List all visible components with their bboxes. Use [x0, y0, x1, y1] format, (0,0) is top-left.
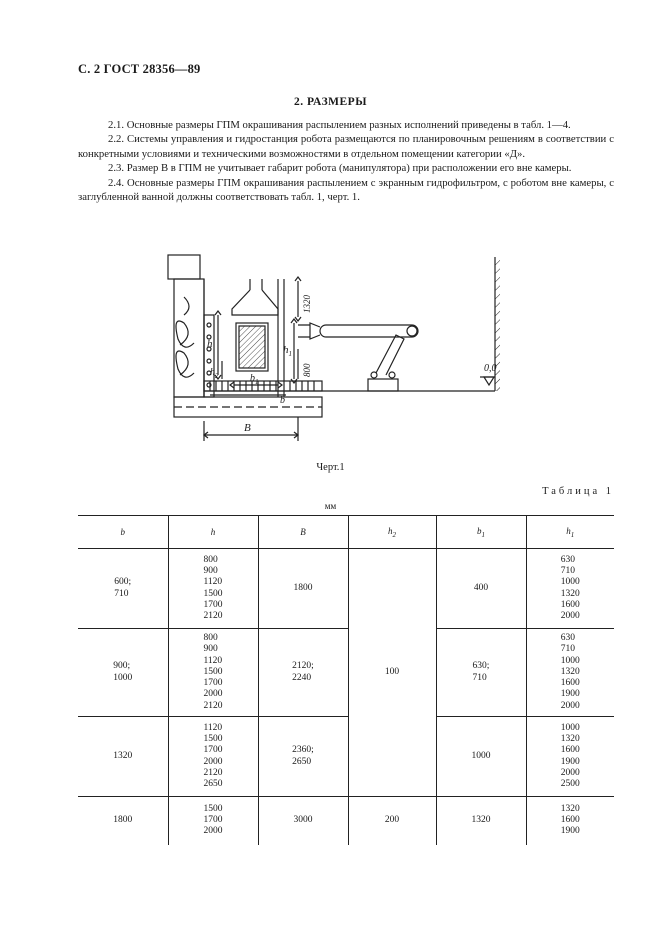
- cell-b: 1320: [78, 717, 168, 797]
- label-800: 800: [302, 363, 312, 377]
- label-h1: $h_1$: [283, 344, 292, 358]
- cell-b: 600; 710: [78, 549, 168, 629]
- table-row: [78, 797, 614, 845]
- cell-B: 2120; 2240: [258, 629, 348, 717]
- table-header-row: [78, 516, 614, 549]
- cell-B: 1800: [258, 549, 348, 629]
- dimensions-table: [78, 515, 614, 845]
- label-h: h: [207, 338, 213, 350]
- cell-b1: 630; 710: [436, 629, 526, 717]
- cell-h1: 1320 1600 1900: [526, 797, 614, 845]
- paragraphs: [78, 118, 614, 204]
- cell-h2: 200: [348, 797, 436, 845]
- label-b1: $b_1$: [250, 373, 259, 386]
- table-row: [78, 717, 614, 797]
- label-1320: 1320: [302, 295, 312, 313]
- cell-B: 2360; 2650: [258, 717, 348, 797]
- figure-caption: Черт.1: [316, 462, 345, 473]
- paragraph-2-1: 2.1. Основные размеры ГПМ окрашивания распылением разных исполнений приведены в табл. 1—4.: [108, 119, 571, 131]
- col-header-h2: $h_2$: [348, 516, 436, 549]
- cell-B: 3000: [258, 797, 348, 845]
- table-row: [78, 549, 614, 629]
- col-header-h1: $h_1$: [526, 516, 614, 549]
- table-label: Таблица 1: [542, 486, 614, 497]
- col-header-b: b: [78, 516, 168, 549]
- col-header-h: h: [168, 516, 258, 549]
- cell-h2-merged: 100: [348, 549, 436, 797]
- page-header: С. 2 ГОСТ 28356—89: [78, 62, 201, 76]
- technical-drawing: [150, 245, 520, 445]
- cell-b: 900; 1000: [78, 629, 168, 717]
- col-header-B: B: [258, 516, 348, 549]
- cell-h1: 1000 1320 1600 1900 2000 2500: [526, 717, 614, 797]
- cell-h: 800 900 1120 1500 1700 2000 2120: [168, 629, 258, 717]
- cell-b1: 400: [436, 549, 526, 629]
- label-h2: $h_2$: [210, 367, 219, 380]
- paragraph-2-3: 2.3. Размер B в ГПМ не учитывает габарит робота (манипулятора) при расположении его вне камеры.: [108, 162, 572, 175]
- cell-h1: 630 710 1000 1320 1600 2000: [526, 549, 614, 629]
- col-header-b1: $b_1$: [436, 516, 526, 549]
- cell-b1: 1000: [436, 717, 526, 797]
- paragraph-2-2: 2.2. Системы управления и гидростанция робота размещаются по планировочным решениям в соответствии с конкретными условиями и техническими возможностями в отдельном помещении категории «Д».: [78, 133, 614, 160]
- label-B: B: [244, 422, 251, 434]
- cell-h: 800 900 1120 1500 1700 2120: [168, 549, 258, 629]
- cell-b1: 1320: [436, 797, 526, 845]
- section-title: 2. РАЗМЕРЫ: [294, 96, 367, 108]
- cell-h: 1500 1700 2000: [168, 797, 258, 845]
- table-row: [78, 629, 614, 717]
- units-label: мм: [324, 501, 337, 511]
- cell-h: 1120 1500 1700 2000 2120 2650: [168, 717, 258, 797]
- label-b: b: [280, 395, 285, 406]
- cell-h1: 630 710 1000 1320 1600 1900 2000: [526, 629, 614, 717]
- cell-b: 1800: [113, 815, 133, 826]
- label-level: 0,0: [484, 363, 497, 374]
- paragraph-2-4: 2.4. Основные размеры ГПМ окрашивания распылением с экранным гидрофильтром, с роботом вне камеры, с заглубленной ванной должны соответствовать табл. 1, черт. 1.: [78, 176, 614, 204]
